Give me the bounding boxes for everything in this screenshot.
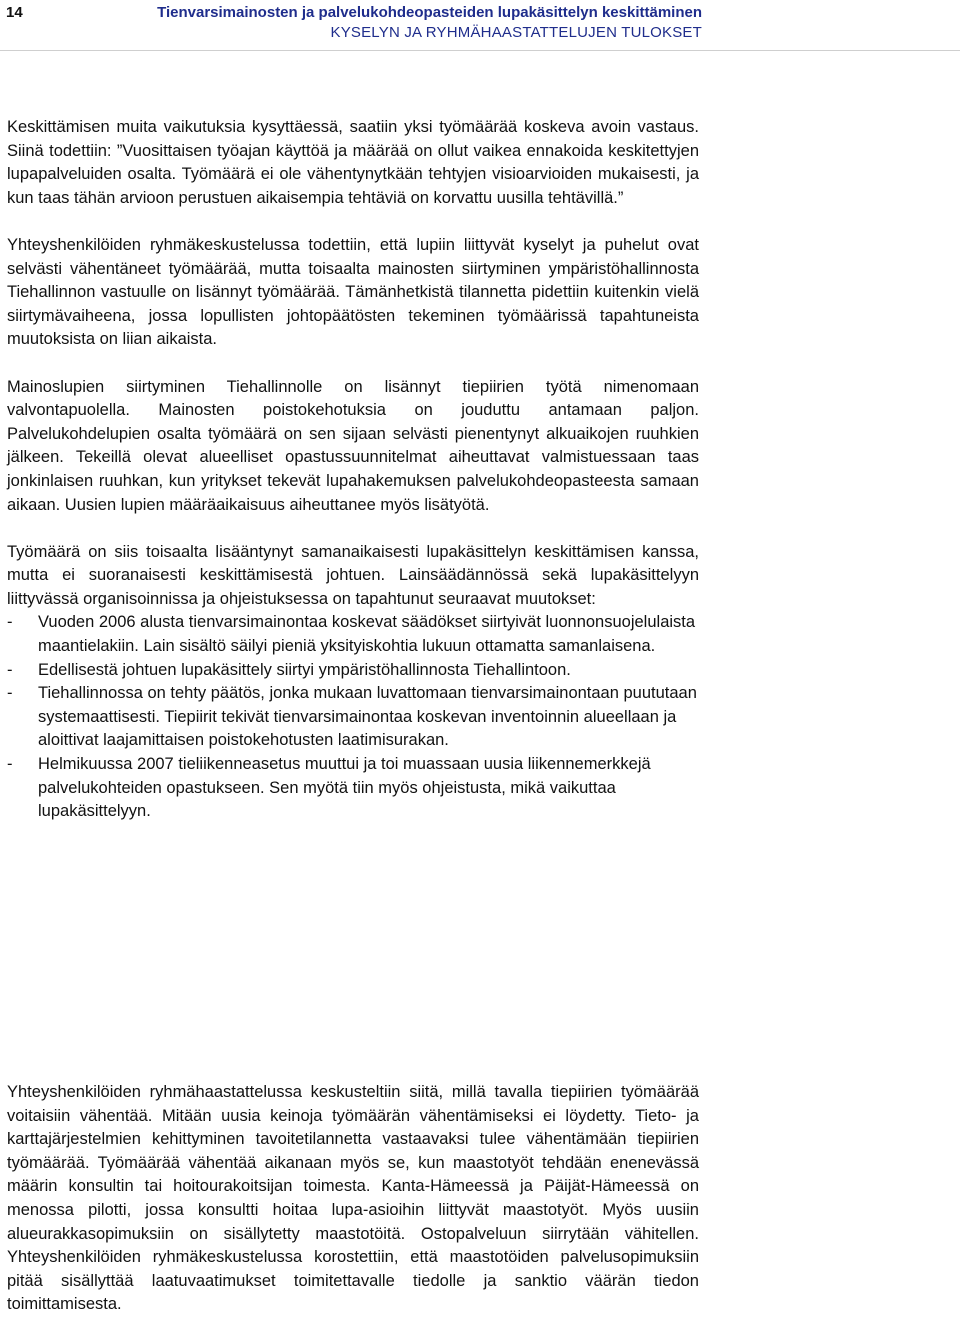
paragraph-3: Mainoslupien siirtyminen Tiehallinnolle on lisännyt tiepiirien työtä nimenomaan valvontapuolella. Mainosten poistokehotuksia on jouduttu antamaan paljon. Palvelukohdelupien osalta työmäärä on sen sijaan selvästi pienentynyt alkuaikojen ruuhkien jälkeen. Tekeillä olevat alueelliset opastussuunnitelmat aiheuttavat valmistuessaan taas jonkinlaisen ruuhkan, kun yritykset tekevät lupahakemuksen palvelukohdeopasteesta samaan aikaan. Uusien lupien määräaikaisuus aiheuttanee myös lisätyötä. (7, 377, 699, 514)
paragraph-1: Keskittämisen muita vaikutuksia kysyttäessä, saatiin yksi työmäärää koskeva avoin vastaus. Siinä todettiin: ”Vuosittaisen työajan käyttöä ja määrää on ollut vaikea ennakoida keskitettyjen lupapalveluiden osalta. Työmäärä ei ole vähentynytkään tehtyjen visioarvioiden mukaisesti, ja kun taas tähän arvioon perustuen aikaisempia tehtäviä on korvattu uusilla tehtävillä.” (7, 118, 699, 207)
paragraph-4: Työmäärä on siis toisaalta lisääntynyt samanaikaisesti lupakäsittelyn keskittämisen kanssa, mutta ei suoranaisesti keskittämisestä johtuen. Lainsäädännössä sekä lupakäsittelyyn liittyvässä organisoinnissa ja ohjeistuksessa on tapahtunut seuraavat muutokset: (7, 542, 699, 608)
paragraph-5: Yhteyshenkilöiden ryhmähaastattelussa keskusteltiin siitä, millä tavalla tiepiirien työmäärää voitaisiin vähentää. Mitään uusia keinoja työmäärän vähentämiseksi ei löydetty. Tieto- ja karttajärjestelmien kehittyminen tavoitetilannetta vastaavaksi tulee vähentämään tiepiirien työmäärää. Työmäärää vähentää aikanaan myös se, kun maastotyöt tehdään enenevässä määrin konsultin tai hoitourakoitsijan toimesta. Kanta-Hämeessä ja Päijät-Hämeessä on menossa pilotti, jossa konsultti hoitaa lupa-asioihin liittyvät maastotyöt. Myös uusiin alueurakkasopimuksiin on sisällytetty maastotöitä. Ostopalveluun siirrytään vähitellen. Yhteyshenkilöiden ryhmäkeskustelussa korostettiin, että maastotöiden palvelusopimuksiin pitää sisällyttää laatuvaatimukset toimitettavalle tiedolle ja sanktio väärän tiedon toimittamisesta. (7, 1083, 699, 1314)
paragraph-2: Yhteyshenkilöiden ryhmäkeskustelussa todettiin, että lupiin liittyvät kyselyt ja puhelut ovat selvästi vähentäneet työmäärää, mutta toisaalta mainosten siirtyminen ympäristöhallinnosta Tiehallinnon vastuulle on lisännyt työmäärää. Tämänhetkistä tilannetta pidettiin kuitenkin vielä siirtymävaiheena, jossa lopullisten johtopäätösten tekeminen työmäärissä tapahtuneista muutoksista on liian aikaista. (7, 235, 699, 349)
page-number: 14 (6, 4, 23, 21)
list-item: - Edellisestä johtuen lupakäsittely siirtyi ympäristöhallinnosta Tiehallintoon. (7, 659, 699, 683)
header-subtitle: KYSELYN JA RYHMÄHAASTATTELUJEN TULOKSET (330, 24, 702, 41)
page-header (0, 0, 960, 51)
list-item: - Vuoden 2006 alusta tienvarsimainontaa koskevat säädökset siirtyivät luonnonsuojelulaista maantielakiin. Lain sisältö säilyi pieniä yksityiskohtia lukuun ottamatta samanlaisena. (7, 611, 699, 658)
header-title: Tienvarsimainosten ja palvelukohdeopasteiden lupakäsittelyn keskittäminen (157, 4, 702, 21)
list-item: - Helmikuussa 2007 tieliikenneasetus muuttui ja toi muassaan uusia liikennemerkkejä palvelukohteiden opastukseen. Sen myötä tiin myös ohjeistusta, mikä vaikuttaa lupakäsittelyyn. (7, 753, 699, 824)
body-text (7, 116, 699, 824)
list-item: - Tiehallinnossa on tehty päätös, jonka mukaan luvattomaan tienvarsimainontaan puututaan systemaattisesti. Tiepiirit tekivät tienvarsimainontaa koskevan inventoinnin alueellaan ja aloittivat laajamittaisen poistokehotusten laatimisurakan. (7, 682, 699, 753)
changes-list (7, 611, 699, 823)
